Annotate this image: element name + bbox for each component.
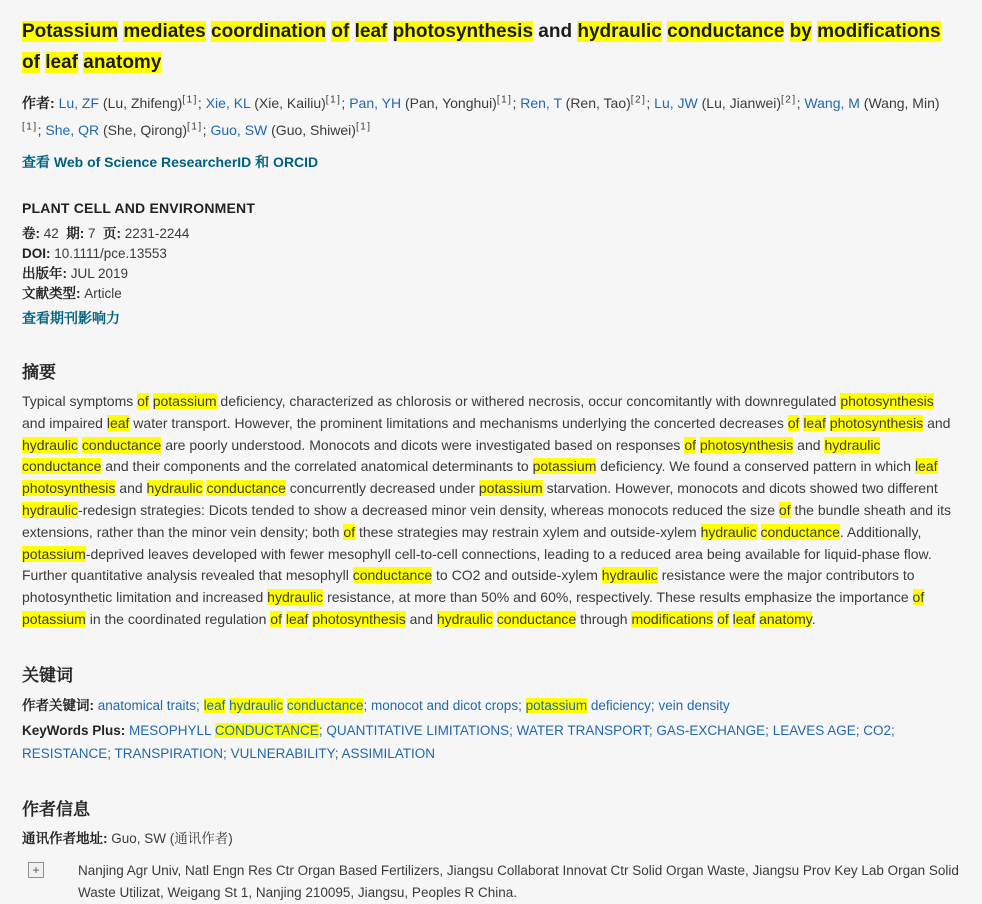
highlighted-term: hydraulic [267, 589, 324, 606]
highlighted-term: modifications [631, 610, 714, 627]
highlighted-term: photosynthesis [699, 436, 794, 453]
text-run: to CO2 and outside-xylem [432, 567, 602, 584]
keyword-link[interactable]: CO2 [863, 722, 892, 738]
text-run: [1] [22, 121, 38, 133]
highlighted-term: of [22, 52, 40, 73]
highlighted-term: leaf [45, 52, 78, 73]
highlighted-term: of [912, 589, 925, 606]
author-link[interactable]: Ren, T [520, 95, 562, 111]
text-run: 10.1111/pce.13553 [54, 246, 167, 261]
text-run: (Pan, Yonghui) [401, 95, 497, 111]
keywords-heading: 关键词 [22, 665, 73, 685]
text-run: ; [37, 122, 46, 138]
highlighted-term: hydraulic [22, 436, 79, 453]
keyword-link[interactable]: RESISTANCE [22, 745, 108, 761]
text-run: concurrently decreased under [285, 480, 479, 497]
keyword-link[interactable]: CONDUCTANCE [214, 722, 319, 738]
highlighted-term: Potassium [22, 21, 119, 42]
text-run: in the coordinated regulation [85, 610, 271, 627]
text-run: ; [646, 95, 655, 111]
field-label: DOI: [22, 246, 55, 261]
text-run: starvation. However, monocots and dicots showed two different [542, 480, 942, 497]
keyword-link[interactable]: VULNERABILITY [230, 745, 335, 761]
highlighted-term: mediates [123, 21, 206, 42]
link[interactable]: deficiency [587, 697, 651, 713]
text-run: ; [341, 95, 350, 111]
text-run: (Lu, Zhifeng) [99, 95, 183, 111]
highlighted-term: hydraulic [22, 501, 79, 518]
text-run: [1] [187, 121, 203, 133]
author-info-heading: 作者信息 [22, 799, 90, 819]
highlighted-term: of [137, 393, 149, 409]
author-link[interactable]: Wang, M [804, 95, 860, 111]
doc-type-line [22, 284, 960, 304]
field-label: 卷: [22, 226, 44, 241]
highlighted-term: leaf [354, 21, 388, 42]
highlighted-term: of [717, 610, 729, 627]
keyword-link[interactable]: conductance [286, 697, 364, 713]
text-run: 7 [88, 226, 104, 241]
text-run: 42 [43, 226, 67, 241]
author-link[interactable]: Guo, SW [210, 122, 268, 138]
keyword-link[interactable]: MESOPHYLL [129, 722, 215, 738]
field-label: 文献类型: [22, 286, 85, 301]
link[interactable]: ; [509, 722, 517, 738]
highlighted-term: hydraulic [146, 480, 203, 497]
highlighted-term: modifications [817, 21, 941, 42]
highlighted-term: photosynthesis [829, 414, 924, 431]
text-run: -redesign strategies: Dicots tended to show a decreased minor vein density, whereas monocots reduced the size [78, 501, 779, 518]
text-run: the bundle sheath and its extensions, rather than the minor vein density; both [22, 501, 955, 540]
highlighted-term: leaf [106, 414, 130, 431]
highlighted-term: conductance [352, 567, 433, 584]
authors-line [22, 90, 956, 144]
keyword-link[interactable]: anatomical traits [97, 697, 197, 713]
field-label: 通讯作者地址: [22, 830, 112, 846]
text-run: (She, Qirong) [99, 122, 188, 138]
keyword-link[interactable]: TRANSPIRATION [114, 745, 224, 761]
text-run: are poorly understood. Monocots and dicots were investigated based on responses [161, 436, 685, 453]
authors-label: 作者: [22, 95, 59, 111]
link[interactable]: ; [107, 745, 115, 761]
highlighted-term: conductance [81, 436, 162, 453]
text-run [349, 21, 354, 42]
page-title [22, 16, 956, 78]
text-run: (Ren, Tao) [561, 95, 631, 111]
highlighted-term: potassium [152, 393, 217, 409]
text-run: ; [197, 95, 206, 111]
text-run: and [793, 436, 825, 453]
highlighted-term: leaf [914, 458, 938, 475]
keyword-link[interactable]: leaf [203, 697, 226, 713]
text-run: [1] [496, 94, 513, 106]
highlighted-term: hydraulic [700, 523, 757, 540]
highlighted-term: photosynthesis [392, 21, 534, 42]
text-run: and [923, 414, 955, 431]
keyword-link[interactable]: QUANTITATIVE LIMITATIONS [326, 722, 510, 738]
text-run: resistance, at more than 50% and 60%, respectively. These results emphasize the importance [323, 589, 913, 606]
keyword-link[interactable]: LEAVES AGE [772, 722, 856, 738]
text-run: and [405, 610, 437, 627]
pub-year-line [22, 264, 960, 284]
link[interactable]: ; [650, 697, 659, 713]
highlighted-term: photosynthesis [22, 480, 116, 497]
keyword-link[interactable]: GAS-EXCHANGE [656, 722, 766, 738]
highlighted-term: conductance [22, 458, 102, 475]
highlighted-term: hydraulic [436, 610, 493, 627]
highlighted-term: of [343, 523, 356, 540]
keyword-link[interactable]: vein density [658, 697, 730, 713]
highlighted-term: leaf [285, 610, 309, 627]
corresponding-author-line [22, 828, 960, 850]
text-run: (Xie, Kailiu) [250, 95, 326, 111]
expand-address-button[interactable]: + [28, 862, 44, 878]
keyword-link[interactable]: potassium [525, 697, 588, 713]
highlighted-term: conductance [760, 523, 840, 540]
author-link[interactable]: Lu, JW [654, 95, 698, 111]
doi-line [22, 244, 960, 264]
link[interactable]: ; [223, 745, 231, 761]
keyword-link[interactable]: WATER TRANSPORT [516, 722, 649, 738]
highlighted-term: of [684, 436, 696, 453]
highlighted-term: anatomy [83, 52, 162, 73]
text-run: . [811, 610, 816, 627]
keyword-link[interactable]: ASSIMILATION [341, 745, 436, 761]
keywords-plus-line [22, 719, 960, 765]
text-run [941, 21, 946, 42]
field-label: 作者关键词: [22, 697, 98, 713]
author-link[interactable]: Xie, KL [205, 95, 251, 111]
highlighted-term: anatomy [759, 610, 812, 627]
highlighted-term: photosynthesis [312, 610, 406, 627]
highlighted-term: of [778, 501, 791, 518]
text-run: ; [512, 95, 521, 111]
text-run: and [115, 480, 147, 497]
text-run: ; [202, 122, 211, 138]
highlighted-term: leaf [732, 610, 756, 627]
highlighted-term: by [789, 21, 812, 42]
highlighted-term: leaf [803, 414, 826, 431]
field-label: 出版年: [22, 266, 71, 281]
link[interactable]: ; [855, 722, 864, 738]
highlighted-term: conductance [206, 480, 286, 497]
highlighted-term: hydraulic [824, 436, 881, 453]
text-run: through [576, 610, 632, 627]
journal-name: PLANT CELL AND ENVIRONMENT [22, 200, 256, 216]
text-run: these strategies may restrain xylem and outside-xylem [355, 523, 701, 540]
author-keywords-line [22, 694, 960, 717]
text-run: and impaired [22, 393, 938, 431]
author-link[interactable]: Lu, ZF [58, 95, 100, 111]
text-run: (Lu, Jianwei) [697, 95, 782, 111]
link[interactable]: ; [318, 722, 327, 738]
text-run: ; [796, 95, 805, 111]
abstract-text [22, 391, 960, 631]
link[interactable]: ; [648, 722, 657, 738]
highlighted-term: potassium [478, 480, 543, 497]
text-run: [1] [355, 121, 372, 133]
text-run: [1] [182, 94, 198, 106]
highlighted-term: of [270, 610, 282, 627]
text-run: Guo, SW (通讯作者) [111, 830, 233, 846]
text-run [938, 458, 942, 474]
text-run [757, 524, 761, 540]
text-run: water transport. However, the prominent limitations and mechanisms underlying the concerted decreases [129, 414, 788, 431]
highlighted-term: hydraulic [601, 567, 658, 584]
text-run: 2231-2244 [124, 226, 190, 241]
address-row [22, 860, 960, 904]
highlighted-term: conductance [667, 21, 785, 42]
highlighted-term: conductance [496, 610, 577, 627]
field-label: 页: [103, 226, 125, 241]
address-text: Nanjing Agr Univ, Natl Engn Res Ctr Organ Based Fertilizers, Jiangsu Collaborat Innovat Ctr Solid Organ Waste, Jiangsu Prov Key Lab Organ Solid Waste Utilizat, Weigang St 1, Nanjing 210095, Jiangsu, Peoples R China. [78, 862, 959, 900]
text-run: [2] [781, 94, 797, 106]
author-link[interactable]: Pan, YH [349, 95, 402, 111]
text-run: Typical symptoms [22, 393, 138, 409]
text-run: [2] [630, 94, 647, 106]
highlighted-term: coordination [211, 21, 327, 42]
abstract-heading: 摘要 [22, 363, 56, 382]
link[interactable]: ; [891, 722, 899, 738]
highlighted-term: potassium [22, 545, 86, 562]
keyword-link[interactable]: hydraulic [229, 697, 284, 713]
text-run: -deprived leaves developed with fewer mesophyll cell-to-cell connections, leading to a reduced area being available for liquid-phase flow. Further quantitative analysis revealed that mesophyll [22, 545, 936, 584]
link[interactable]: ; [334, 745, 342, 761]
journal-impact-link[interactable]: 查看期刊影响力 [22, 310, 120, 326]
volume-issue-pages-line [22, 224, 960, 244]
text-run: JUL 2019 [70, 266, 129, 281]
link[interactable]: ; [196, 697, 204, 713]
link[interactable]: ; [518, 697, 526, 713]
link[interactable]: ; [363, 697, 371, 713]
highlighted-term: of [787, 414, 800, 431]
text-run: Article [84, 286, 122, 301]
text-run: . Additionally, [839, 523, 926, 540]
keyword-link[interactable]: monocot and dicot crops [370, 697, 519, 713]
highlighted-term: potassium [532, 458, 597, 475]
text-run: (Wang, Min) [859, 95, 940, 111]
text-run [387, 21, 392, 42]
highlighted-term: hydraulic [577, 21, 662, 42]
text-run: and their components and the correlated anatomical determinants to [101, 458, 533, 475]
journal-block [22, 200, 960, 328]
field-label: 期: [66, 226, 89, 241]
text-run [784, 21, 789, 42]
text-run: deficiency. We found a conserved pattern in which [596, 458, 915, 475]
text-run [924, 589, 928, 605]
text-run: resistance were the major contributors to photosynthetic limitation and increased [22, 567, 919, 606]
researcher-id-orcid-link[interactable]: 查看 Web of Science ResearcherID 和 ORCID [22, 154, 319, 170]
highlighted-term: of [331, 21, 350, 42]
field-label: KeyWords Plus: [22, 722, 130, 738]
author-link[interactable]: She, QR [45, 122, 100, 138]
highlighted-term: photosynthesis [840, 393, 934, 409]
text-run: deficiency, characterized as chlorosis or withered necrosis, occur concomitantly with downregulated [216, 393, 841, 409]
text-run: (Guo, Shiwei) [267, 122, 356, 138]
text-run: [1] [325, 94, 342, 106]
highlighted-term: potassium [22, 610, 86, 627]
text-run [880, 437, 884, 453]
link[interactable]: ; [765, 722, 773, 738]
text-run: and [533, 21, 578, 42]
